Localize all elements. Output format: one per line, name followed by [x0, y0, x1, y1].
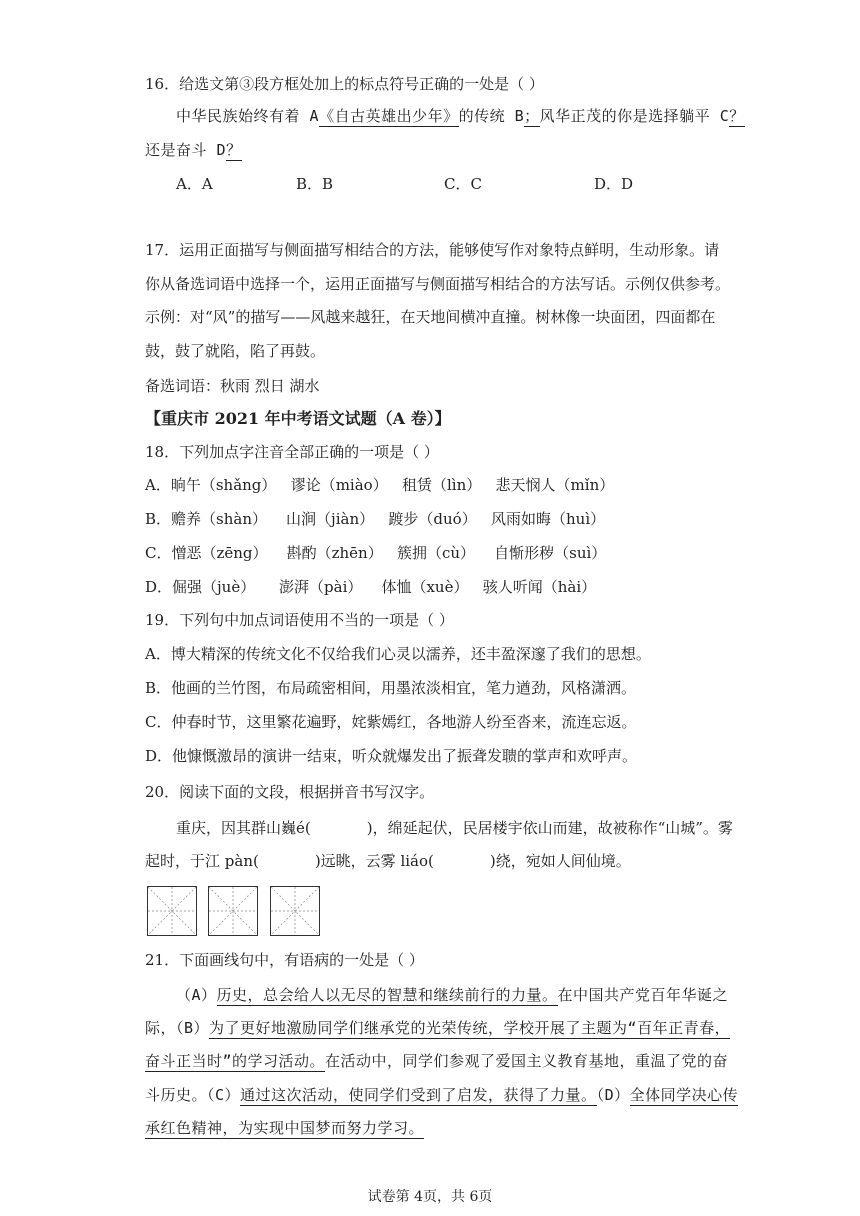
- question-21-line2: 际，（B）为了更好地激励同学们继承党的光荣传统，学校开展了主题为“百年正青春，: [145, 1019, 731, 1037]
- question-20-stem: 20．阅读下面的文段，根据拼音书写汉字。: [145, 783, 435, 801]
- question-21-line1: （A）历史，总会给人以无尽的智慧和继续前行的力量。在中国共产党百年华诞之: [176, 986, 729, 1004]
- sentence-c-underlined: 通过这次活动，使同学们受到了启发，获得了力量。: [240, 1086, 597, 1104]
- question-19-stem: 19．下列句中加点词语使用不当的一项是（ ）: [145, 611, 454, 629]
- question-17-word-choices: 备选词语：秋雨 烈日 湖水: [145, 377, 320, 395]
- punct-box-d: ？: [226, 141, 242, 159]
- punct-box-c: ？: [729, 107, 745, 125]
- writing-grid-1[interactable]: [147, 886, 197, 936]
- q16-option-a[interactable]: A．A: [176, 175, 213, 193]
- punct-box-a: 《自古英雄出少年》: [319, 107, 459, 125]
- punct-box-b: ；: [524, 107, 540, 125]
- q16-option-b[interactable]: B．B: [296, 175, 334, 193]
- q18-option-a[interactable]: A．晌午（shǎng） 谬论（miào） 租赁（lìn） 悲天悯人（mǐn）: [145, 476, 615, 494]
- section-title: 【重庆市 2021 年中考语文试题（A 卷）】: [145, 409, 451, 428]
- question-17-line1: 17．运用正面描写与侧面描写相结合的方法，能够使写作对象特点鲜明，生动形象。请: [145, 241, 720, 259]
- question-21-line5: [145, 1118, 424, 1138]
- sentence-d-underlined: 全体同学决心传: [629, 1086, 739, 1104]
- q16-option-c[interactable]: C．C: [444, 175, 482, 193]
- sentence-b-underlined-cont: 奋斗正当时”的学习活动。: [145, 1052, 326, 1070]
- sentence-d-underlined-cont: 承红色精神，为实现中国梦而努力学习。: [145, 1119, 425, 1137]
- q16-option-d[interactable]: D．D: [594, 175, 634, 193]
- q19-option-a[interactable]: A．博大精深的传统文化不仅给我们心灵以濡养，还丰盈深邃了我们的思想。: [145, 645, 651, 663]
- question-18-stem: 18．下列加点字注音全部正确的一项是（ ）: [145, 443, 439, 461]
- q18-option-b[interactable]: B．赡养（shàn） 山涧（jiàn） 踱步（duó） 风雨如晦（huì）: [145, 510, 606, 528]
- q18-option-c[interactable]: C．憎恶（zēng） 斟酌（zhēn） 簇拥（cù） 自惭形秽（suì）: [145, 544, 607, 562]
- q19-option-c[interactable]: C．仲春时节，这里繁花遍野，姹紫嫣红，各地游人纷至沓来，流连忘返。: [145, 713, 637, 731]
- sentence-a-underlined: 历史，总会给人以无尽的智慧和继续前行的力量。: [216, 986, 558, 1004]
- q19-option-b[interactable]: B．他画的兰竹图，布局疏密相间，用墨浓淡相宜，笔力遒劲，风格潇洒。: [145, 679, 637, 697]
- question-16-passage-line1: 中华民族始终有着 A《自古英雄出少年》的传统 B；风华正茂的你是选择躺平 C？: [176, 107, 745, 125]
- question-16-passage-line2: 还是奋斗 D？: [145, 141, 242, 159]
- question-17-example-cont: 鼓，鼓了就陷，陷了再鼓。: [145, 342, 326, 360]
- question-21-line3: 奋斗正当时”的学习活动。在活动中，同学们参观了爱国主义教育基地，重温了党的奋: [145, 1052, 729, 1070]
- question-21-stem: 21．下面画线句中，有语病的一处是（ ）: [145, 951, 424, 969]
- question-17-example: 示例：对“风”的描写——风越来越狂，在天地间横冲直撞。树林像一块面团，四面都在: [145, 308, 716, 326]
- q18-option-d[interactable]: D．倔强（juè） 澎湃（pài） 体恤（xuè） 骇人听闻（hài）: [145, 578, 597, 596]
- q19-option-d[interactable]: D．他慷慨激昂的演讲一结束，听众就爆发出了振聋发聩的掌声和欢呼声。: [145, 747, 638, 765]
- question-20-passage-line2: 起时，于江 pàn( )远眺，云雾 liáo( )绕，宛如人间仙境。: [145, 852, 631, 870]
- question-17-line2: 你从备选词语中选择一个，运用正面描写与侧面描写相结合的方法写话。示例仅供参考。: [145, 275, 731, 293]
- question-16-stem: 16．给选文第③段方框处加上的标点符号正确的一处是（ ）: [145, 75, 544, 93]
- question-21-line4: 斗历史。（C）通过这次活动，使同学们受到了启发，获得了力量。（D）全体同学决心传: [145, 1086, 739, 1104]
- page-footer: 试卷第 4页，共 6页: [367, 1189, 493, 1205]
- writing-grid-3[interactable]: [270, 886, 320, 936]
- writing-grid-2[interactable]: [208, 886, 258, 936]
- question-20-passage-line1: 重庆，因其群山巍é( )，绵延起伏，民居楼宇依山而建，故被称作“山城”。雾: [176, 819, 733, 837]
- sentence-b-underlined: 为了更好地激励同学们继承党的光荣传统，学校开展了主题为“百年正青春，: [209, 1019, 731, 1037]
